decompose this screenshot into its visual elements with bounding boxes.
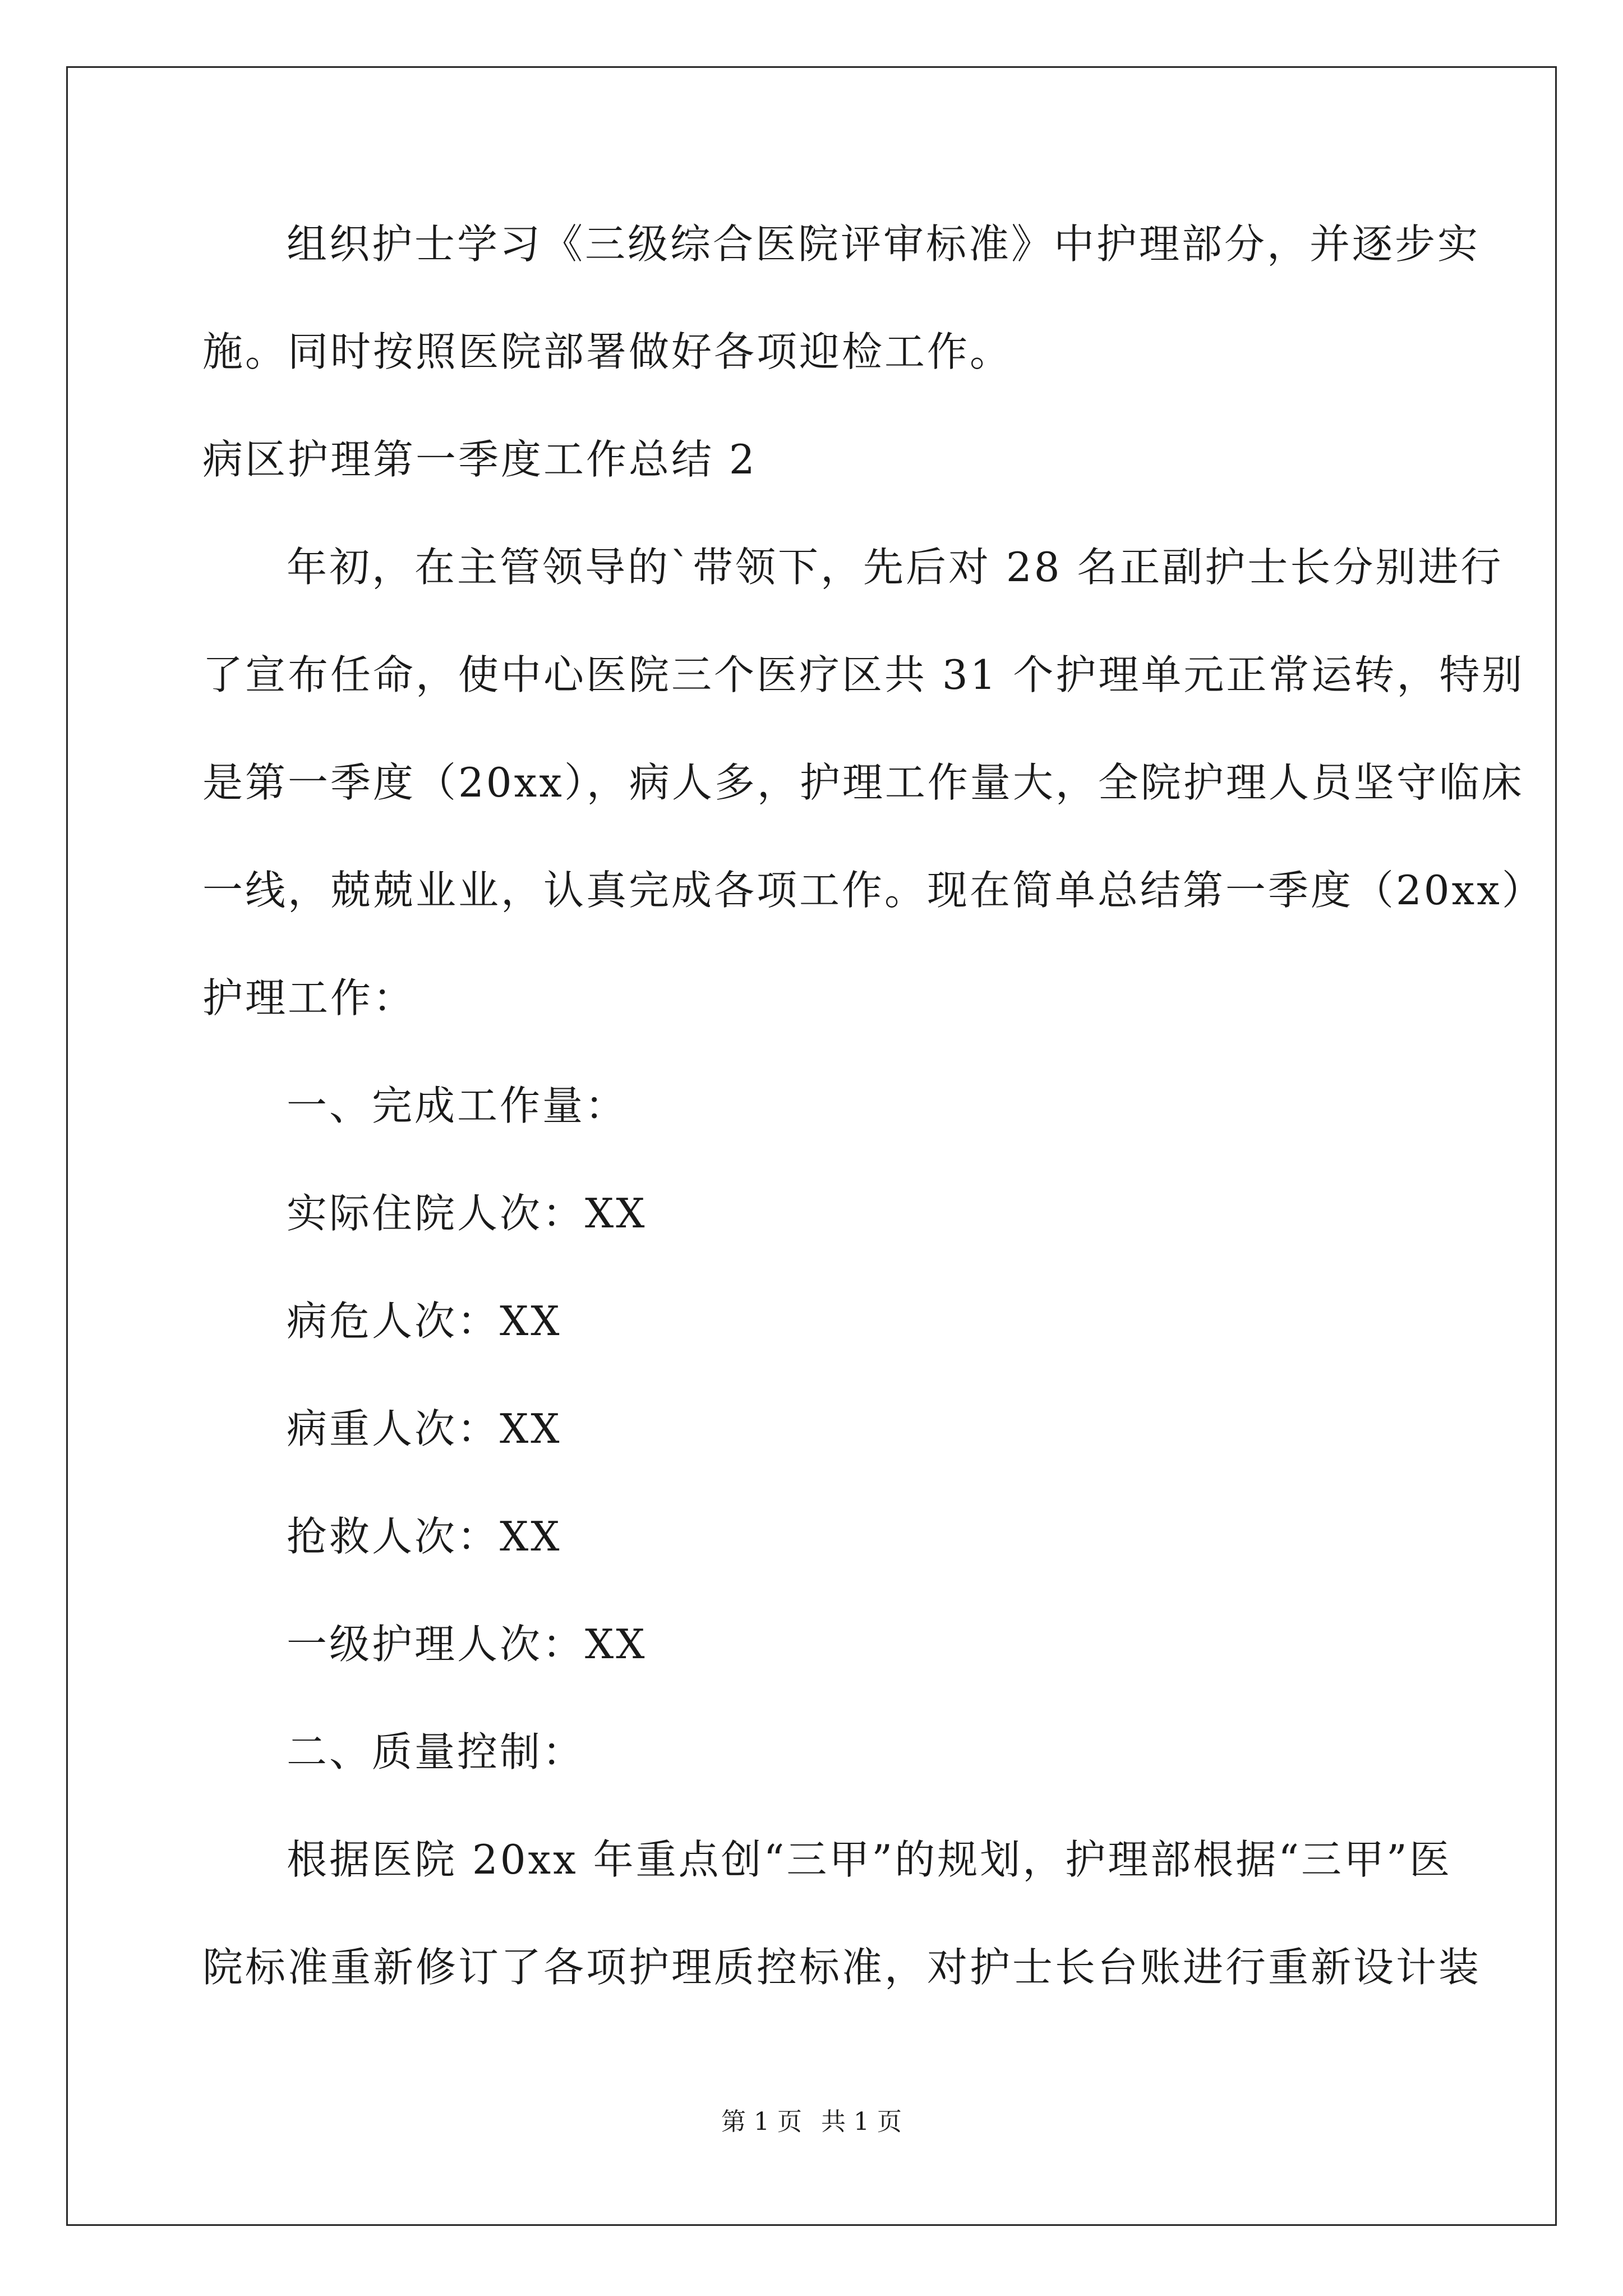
paragraph-line: 护理工作：: [202, 974, 416, 1022]
paragraph-line: 根据医院 20xx 年重点创“三甲”的规划，护理部根据“三甲”医: [287, 1836, 1452, 1883]
page-frame: [66, 66, 1557, 2226]
list-item: 病重人次：XX: [287, 1405, 562, 1452]
paragraph-line: 院标准重新修订了各项护理质控标准，对护士长台账进行重新设计装: [202, 1944, 1482, 1991]
subheading: 二、质量控制：: [287, 1728, 585, 1775]
page-total: 共 1 页: [821, 2108, 902, 2136]
paragraph-line: 一线，兢兢业业，认真完成各项工作。现在简单总结第一季度（20xx）: [202, 867, 1544, 914]
list-item: 实际住院人次：XX: [287, 1190, 647, 1237]
paragraph-line: 组织护士学习《三级综合医院评审标准》中护理部分，并逐步实: [287, 220, 1481, 268]
paragraph-line: 年初，在主管领导的`带领下，先后对 28 名正副护士长分别进行: [287, 544, 1504, 591]
paragraph-line: 是第一季度（20xx），病人多，护理工作量大，全院护理人员坚守临床: [202, 759, 1524, 806]
page-footer: [68, 2110, 1555, 2134]
list-item: 抢救人次：XX: [287, 1513, 562, 1560]
paragraph-line: 了宣布任命，使中心医院三个医疗区共 31 个护理单元正常运转，特别: [202, 651, 1525, 698]
page-number: 第 1 页: [721, 2108, 802, 2136]
subheading: 一、完成工作量：: [287, 1082, 628, 1129]
list-item: 病危人次：XX: [287, 1297, 562, 1345]
list-item: 一级护理人次：XX: [287, 1621, 647, 1668]
paragraph-line: 施。同时按照医院部署做好各项迎检工作。: [202, 328, 1013, 375]
section-heading: 病区护理第一季度工作总结 2: [202, 436, 757, 483]
